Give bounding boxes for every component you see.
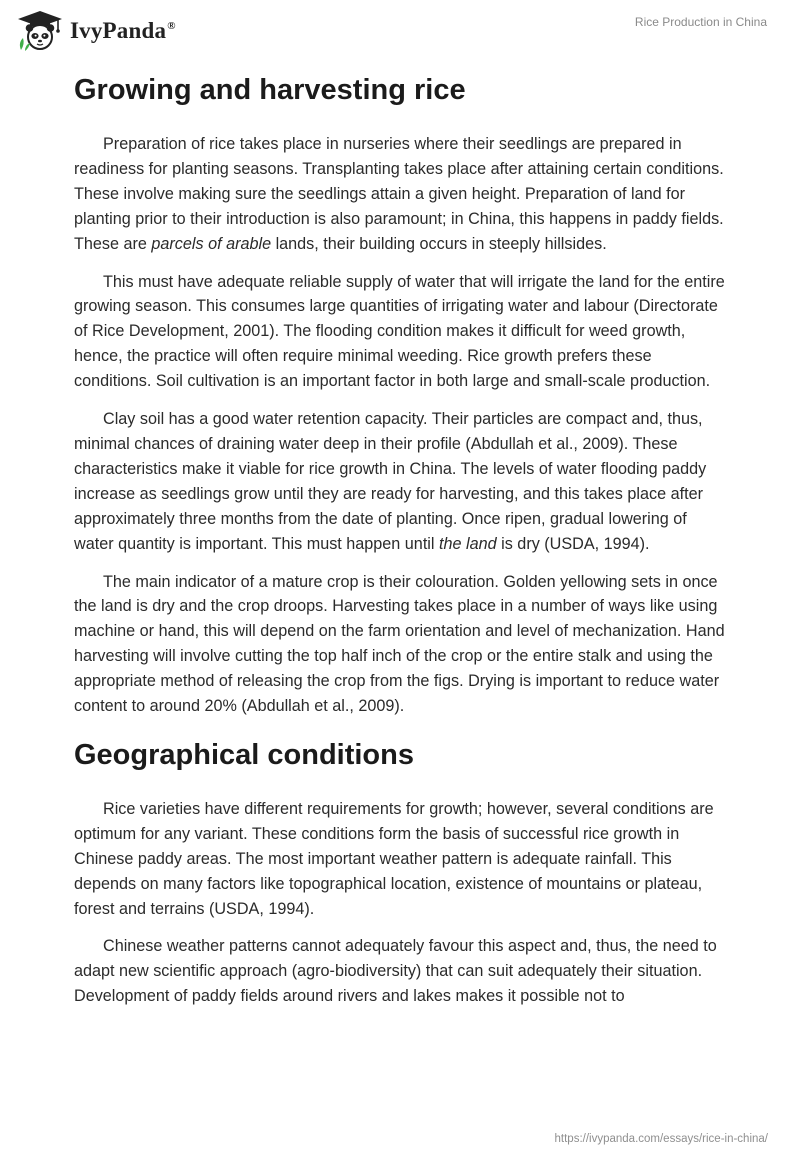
paragraph: This must have adequate reliable supply of water that will irrigate the land for the entire growing season. This consumes large quantities of irrigating water and labour (Directorate of Rice Development, 2001). The flooding condition makes it difficult for weed growth, hence, the practice will often require minimal weeding. Rice growth prefers these conditions. Soil cultivation is an important factor in both large and small-scale production. xyxy=(74,272,725,391)
paragraph-text: is dry (USDA, 1994). xyxy=(496,534,650,553)
paragraph: Chinese weather patterns cannot adequately favour this aspect and, thus, the need to adapt new scientific approach (agro-biodiversity) that can suit adequately their situation. Development of paddy fields around rivers and lakes makes it possible not to xyxy=(74,937,717,1006)
paragraph-text: Preparation of rice takes place in nurseries where their seedlings are prepared in readiness for planting seasons. Transplanting takes place after attaining certain conditions. These involve making sure the seedlings attain a given height. Preparation of land for planting prior to their introduction is also paramount; in China, this happens in paddy fields. These are xyxy=(74,135,724,253)
logo-wordmark xyxy=(70,18,176,44)
article-body xyxy=(74,70,726,1022)
page-header xyxy=(0,0,800,62)
section-heading: Geographical conditions xyxy=(74,738,414,771)
ivypanda-logo[interactable] xyxy=(16,10,176,52)
running-title: Rice Production in China xyxy=(634,15,767,29)
paragraph: Rice varieties have different requirements for growth; however, several conditions are optimum for any variant. These conditions form the basis of successful rice growth in Chinese paddy areas. The most important weather pattern is adequate rainfall. This depends on many factors like topographical location, existence of mountains or plateau, forest and terrains (USDA, 1994). xyxy=(74,799,714,918)
source-url[interactable]: https://ivypanda.com/essays/rice-in-china/ xyxy=(554,1133,768,1145)
paragraph xyxy=(74,407,726,556)
panda-graduate-icon xyxy=(16,10,64,52)
paragraph-text: Clay soil has a good water retention capacity. Their particles are compact and, thus, minimal chances of draining water deep in their profile (Abdullah et al., 2009). These characteristics make it viable for rice growth in China. The levels of water flooding paddy increase as seedlings grow until they are ready for harvesting, and this takes place after approximately three months from the date of planting. Once ripen, gradual lowering of water quantity is important. This must happen until xyxy=(74,410,707,553)
logo-text: IvyPanda xyxy=(70,18,167,43)
paragraph: The main indicator of a mature crop is their colouration. Golden yellowing sets in once the land is dry and the crop droops. Harvesting takes place in a number of ways like using machine or hand, this will depend on the farm orientation and level of mechanization. Hand harvesting will involve cutting the top half inch of the crop or the entire stalk and using the appropriate method of releasing the crop from the figs. Drying is important to reduce water content to around 20% (Abdullah et al., 2009). xyxy=(74,572,725,716)
paragraph-text: lands, their building occurs in steeply hillsides. xyxy=(271,234,607,253)
italic-text: the land xyxy=(439,534,497,553)
section-heading: Growing and harvesting rice xyxy=(74,74,466,106)
registered-mark: ® xyxy=(167,20,176,32)
italic-text: parcels of arable xyxy=(151,234,272,253)
paragraph xyxy=(74,132,726,257)
